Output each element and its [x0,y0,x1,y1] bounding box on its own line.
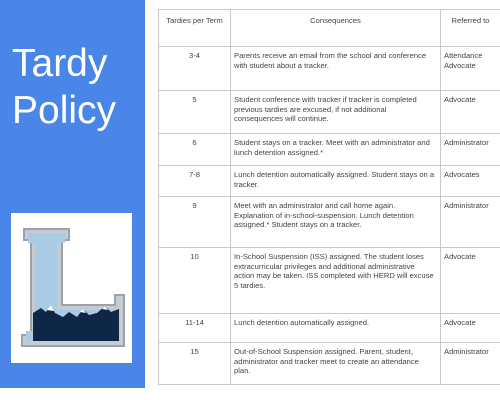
cell-tardies: 10 [159,248,231,314]
table-row [159,134,500,166]
table-row [159,91,500,134]
cell-referred: Advocate [441,248,500,314]
cell-tardies: 9 [159,197,231,248]
table-row [159,248,500,314]
cell-consequence: Lunch detention automatically assigned. Student stays on a tracker. [231,166,441,197]
title-panel [0,0,145,388]
table-row [159,343,500,385]
cell-consequence: Meet with an administrator and call home again. Explanation of in-school-suspension. Lunch detention assigned.* Student stays on a tracker. [231,197,441,248]
cell-consequence: Student conference with tracker if tracker is completed previous tardies are excused, if not additional consequences will continue. [231,91,441,134]
cell-referred: Advocate [441,314,500,343]
header-tardies: Tardies per Term [159,10,231,47]
page-title [12,40,142,134]
table-row [159,166,500,197]
table-row [159,197,500,248]
cell-consequence: Lunch detention automatically assigned. [231,314,441,343]
cell-tardies: 6 [159,134,231,166]
table-row [159,47,500,91]
cell-referred: Administrator [441,197,500,248]
cell-referred: Administrator [441,134,500,166]
cell-tardies: 5 [159,91,231,134]
cell-consequence: Student stays on a tracker. Meet with an administrator and lunch detention assigned.* [231,134,441,166]
cell-tardies: 15 [159,343,231,385]
cell-referred: Advocates [441,166,500,197]
cell-referred: Attendance Advocate [441,47,500,91]
title-line-1: Tardy [12,42,108,85]
school-logo [11,213,132,363]
cell-referred: Advocate [441,91,500,134]
cell-consequence: Parents receive an email from the school and conference with student about a tracker. [231,47,441,91]
tardy-policy-table [158,9,500,385]
cell-tardies: 3-4 [159,47,231,91]
cell-tardies: 7-8 [159,166,231,197]
cell-tardies: 11-14 [159,314,231,343]
cell-referred: Administrator [441,343,500,385]
table-header-row [159,10,500,47]
title-line-2: Policy [12,89,117,132]
letter-l-logo-icon [11,213,132,363]
cell-consequence: Out-of-School Suspension assigned. Parent, student, administrator and tracker meet to create an attendance plan. [231,343,441,385]
cell-consequence: In-School Suspension (ISS) assigned. The student loses extracurricular privileges and additional administrative action may be taken. ISS completed with HERD will excuse 5 tardies. [231,248,441,314]
header-consequences: Consequences [231,10,441,47]
table-row [159,314,500,343]
header-referred: Referred to [441,10,500,47]
